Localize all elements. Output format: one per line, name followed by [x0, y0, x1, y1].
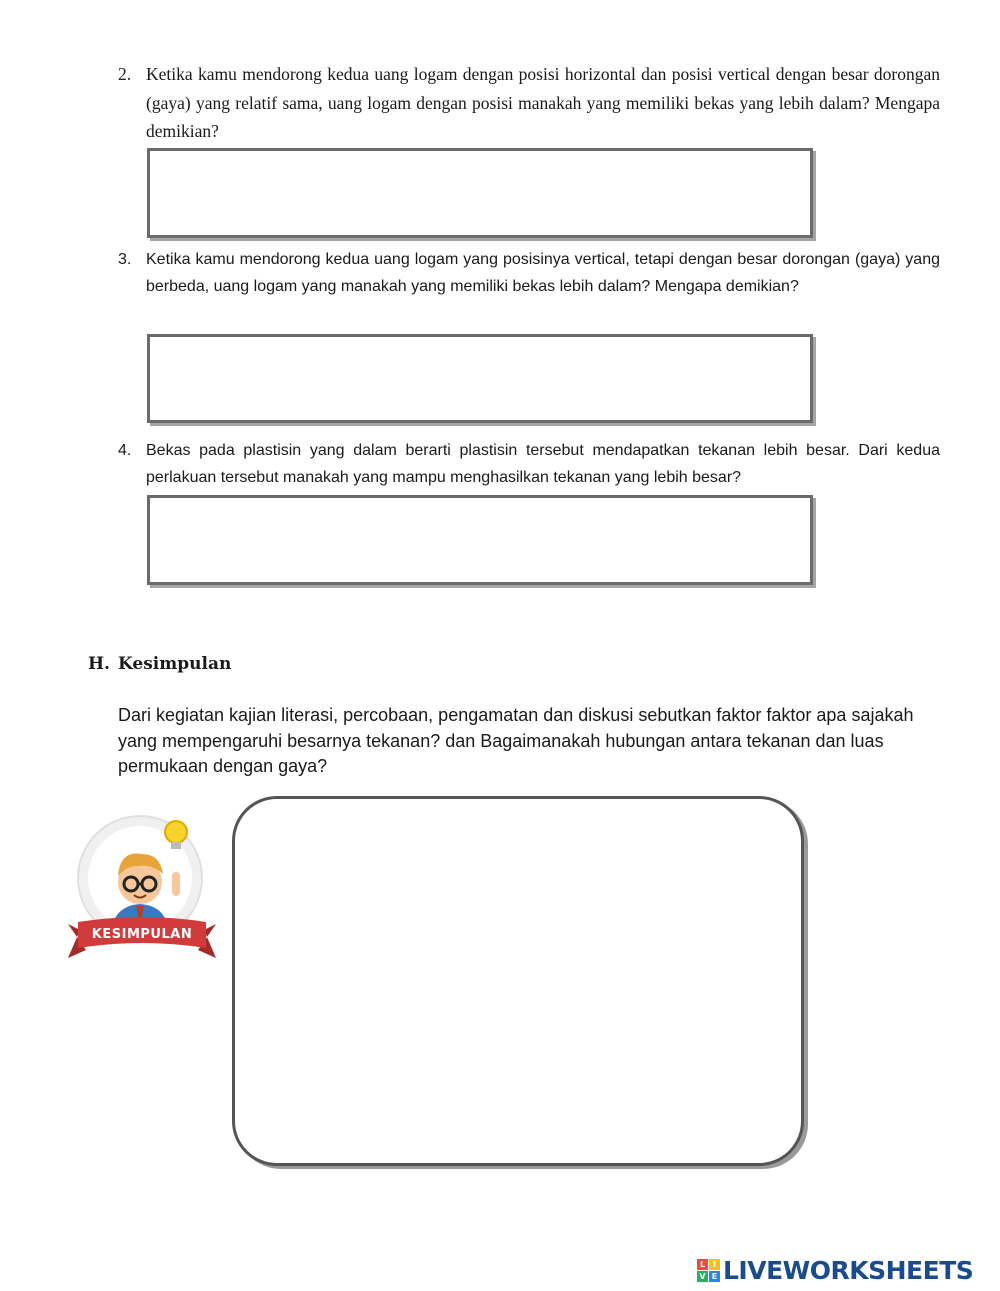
brand-text: LIVEWORKSHEETS — [723, 1255, 974, 1285]
answer-box-4[interactable] — [147, 495, 813, 585]
brand-tile: I — [709, 1259, 720, 1270]
conclusion-answer-box[interactable] — [232, 796, 804, 1166]
brand-logo-icon — [697, 1259, 720, 1282]
brand-tile: E — [709, 1271, 720, 1282]
brand-tile: L — [697, 1259, 708, 1270]
conclusion-prompt: Dari kegiatan kajian literasi, percobaan, pengamatan dan diskusi sebutkan faktor faktor apa sajakah yang mempengaruhi besarnya tekanan? dan Bagaimanakah hubungan antara tekanan dan luas permukaan dengan gaya? — [118, 705, 914, 776]
liveworksheets-brand — [697, 1253, 973, 1287]
brand-tile: V — [697, 1271, 708, 1282]
question-4 — [118, 437, 940, 491]
section-heading — [88, 654, 231, 674]
question-text: Ketika kamu mendorong kedua uang logam dengan posisi horizontal dan posisi vertical dengan besar dorongan (gaya) yang relatif sama, uang logam dengan posisi manakah yang memiliki bekas yang lebih dalam? Mengapa demikian? — [146, 64, 940, 141]
question-text: Ketika kamu mendorong kedua uang logam yang posisinya vertical, tetapi dengan besar dorongan (gaya) yang berbeda, uang logam yang manakah yang memiliki bekas lebih dalam? Mengapa demikian? — [146, 251, 940, 295]
question-2 — [118, 60, 940, 146]
answer-box-2[interactable] — [147, 148, 813, 238]
question-text: Bekas pada plastisin yang dalam berarti plastisin tersebut mendapatkan tekanan lebih besar. Dari kedua perlakuan tersebut manakah yang mampu menghasilkan tekanan yang lebih besar? — [146, 442, 940, 486]
question-number: 3. — [118, 251, 132, 268]
kesimpulan-logo — [68, 810, 220, 962]
question-number: 2. — [118, 64, 132, 84]
question-3 — [118, 246, 940, 300]
question-number: 4. — [118, 442, 132, 459]
section-title: Kesimpulan — [118, 654, 232, 674]
answer-box-3[interactable] — [147, 334, 813, 423]
ribbon-label: KESIMPULAN — [91, 927, 193, 942]
section-letter: H. — [88, 654, 110, 674]
